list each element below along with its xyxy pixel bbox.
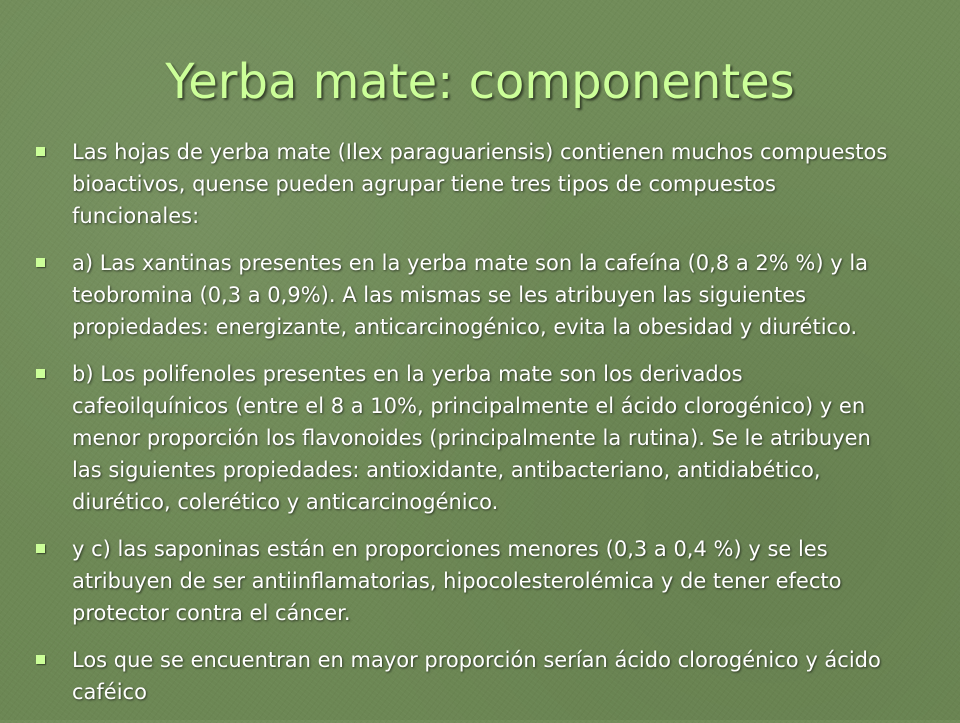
square-bullet-icon	[36, 258, 45, 267]
bullet-text: Las hojas de yerba mate (Ilex paraguariensis) contienen muchos compuestos bioactivos, quense pueden agrupar tiene tres tipos de compuestos funcionales:	[72, 140, 888, 228]
square-bullet-icon	[36, 544, 45, 553]
square-bullet-icon	[36, 369, 45, 378]
list-item	[34, 533, 904, 629]
bullet-text: Los que se encuentran en mayor proporción serían ácido clorogénico y ácido caféico	[72, 648, 881, 704]
bullet-text: a) Las xantinas presentes en la yerba mate son la cafeína (0,8 a 2% %) y la teobromina (0,3 a 0,9%). A las mismas se les atribuyen las siguientes propiedades: energizante, anticarcinogénico, evita la obesidad y diurético.	[72, 251, 869, 339]
square-bullet-icon	[36, 147, 45, 156]
list-item	[34, 247, 904, 343]
list-item	[34, 358, 904, 518]
slide-title: Yerba mate: componentes	[165, 54, 795, 110]
list-item	[34, 136, 904, 232]
bullet-text: b) Los polifenoles presentes en la yerba mate son los derivados cafeoilquínicos (entre el 8 a 10%, principalmente el ácido clorogénico) y en menor proporción los flavonoides (principalmente la rutina). Se le atribuyen las siguientes propiedades: antioxidante, antibacteriano, antidiabético, diurético, colerético y anticarcinogénico.	[72, 362, 871, 514]
list-item	[34, 644, 904, 708]
bullet-list	[34, 136, 904, 723]
bullet-text: y c) las saponinas están en proporciones menores (0,3 a 0,4 %) y se les atribuyen de ser antiinflamatorias, hipocolesterolémica y de tener efecto protector contra el cáncer.	[72, 537, 842, 625]
square-bullet-icon	[36, 655, 45, 664]
